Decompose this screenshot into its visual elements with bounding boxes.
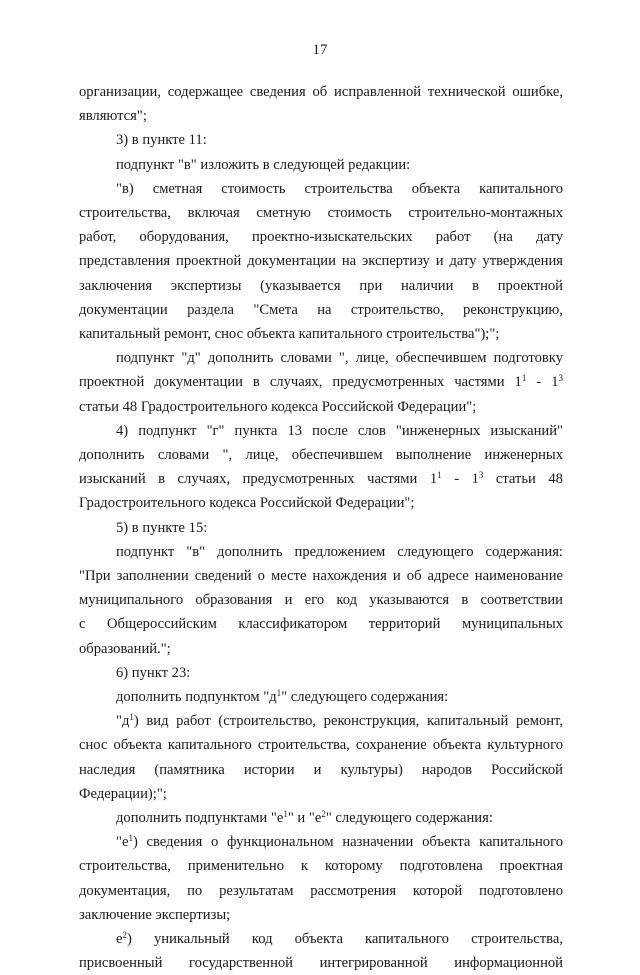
text-line: Градостроительного кодекса Российской Федерации"; xyxy=(79,495,415,512)
text-line: присвоенный государственной интегрированной информационной xyxy=(79,955,563,972)
superscript: 2 xyxy=(122,930,127,940)
superscript: 1 xyxy=(521,373,527,384)
text-line: изысканий в случаях, предусмотренных частями $1^1 - 1^3$ статьи 48 xyxy=(79,470,563,488)
superscript: 1 xyxy=(129,712,134,723)
text-line: подпункт "в" дополнить предложением следующего содержания: xyxy=(116,543,563,560)
text-line: 5) в пункте 15: xyxy=(116,519,208,536)
text-line: строительства, применительно к которому подготовлена проектная xyxy=(79,858,563,875)
text-line: "$д^1$) вид работ (строительство, реконструкция, капитальный ремонт, xyxy=(116,712,563,730)
superscript: 3 xyxy=(558,373,563,384)
text-line: подпункт "в" изложить в следующей редакции: xyxy=(116,156,411,173)
text-line: организации, содержащее сведения об исправленной технической ошибке, xyxy=(79,84,563,100)
superscript: 3 xyxy=(478,470,484,481)
superscript: 1 xyxy=(283,809,288,819)
text-line: снос объекта капитального строительства, сохранение объекта культурного xyxy=(79,737,563,754)
text-line: "в) сметная стоимость строительства объекта капитального xyxy=(116,180,563,197)
text-line: документации раздела "Смета на строительство, реконструкцию, xyxy=(79,301,563,318)
text-line: заключение экспертизы; xyxy=(79,906,231,923)
text-line: капитальный ремонт, снос объекта капитального строительства");"; xyxy=(79,326,500,342)
text-line: муниципального образования и его код указываются в соответствии xyxy=(79,592,563,609)
text-line: 4) подпункт "г" пункта 13 после слов "инженерных изысканий" xyxy=(116,422,563,439)
text-line: документация, по результатам рассмотрения которой подготовлено xyxy=(79,882,563,899)
text-line: Федерации);"; xyxy=(79,785,167,802)
text-line: образований."; xyxy=(79,640,171,657)
text-line: 6) пункт 23: xyxy=(116,664,191,681)
text-line: дополнить подпунктом "$д^1$" следующего содержания: xyxy=(116,688,449,705)
text-line: работ, оборудования, проектно-изыскательских работ (на дату xyxy=(79,229,563,246)
page-number: 17 xyxy=(312,42,328,58)
text-line: $е^2$) уникальный код объекта капитального строительства, xyxy=(116,930,563,947)
text-line: строительства, включая сметную стоимость строительно-монтажных xyxy=(79,205,563,221)
text-line: являются"; xyxy=(79,108,147,125)
superscript: 2 xyxy=(321,809,326,819)
text-line: 3) в пункте 11: xyxy=(116,132,207,149)
superscript: 1 xyxy=(276,688,282,698)
text-line: статьи 48 Градостроительного кодекса Российской Федерации"; xyxy=(79,398,477,415)
text-line: наследия (памятника истории и культуры) народов Российской xyxy=(79,761,563,778)
text-line: дополнить подпунктами "$е^1$" и "$е^2$" следующего содержания: xyxy=(116,809,493,826)
text-line: представления проектной документации на экспертизу и дату утверждения xyxy=(79,253,563,270)
superscript: 1 xyxy=(128,833,133,844)
text-line: "$е^1$) сведения о функциональном назначении объекта капитального xyxy=(116,833,563,851)
text-line: с Общероссийским классификатором территорий муниципальных xyxy=(79,616,563,633)
text-line: "При заполнении сведений о месте нахождения и об адресе наименование xyxy=(79,568,563,584)
superscript: 1 xyxy=(437,470,442,481)
text-line: заключения экспертизы (указывается при наличии в проектной xyxy=(79,277,563,294)
text-line: проектной документации в случаях, предусмотренных частями $1^1 - 1^3$ xyxy=(79,373,563,391)
text-line: дополнить словами ", лице, обеспечившем выполнение инженерных xyxy=(79,447,563,463)
text-line: подпункт "д" дополнить словами ", лице, обеспечившем подготовку xyxy=(116,350,563,367)
